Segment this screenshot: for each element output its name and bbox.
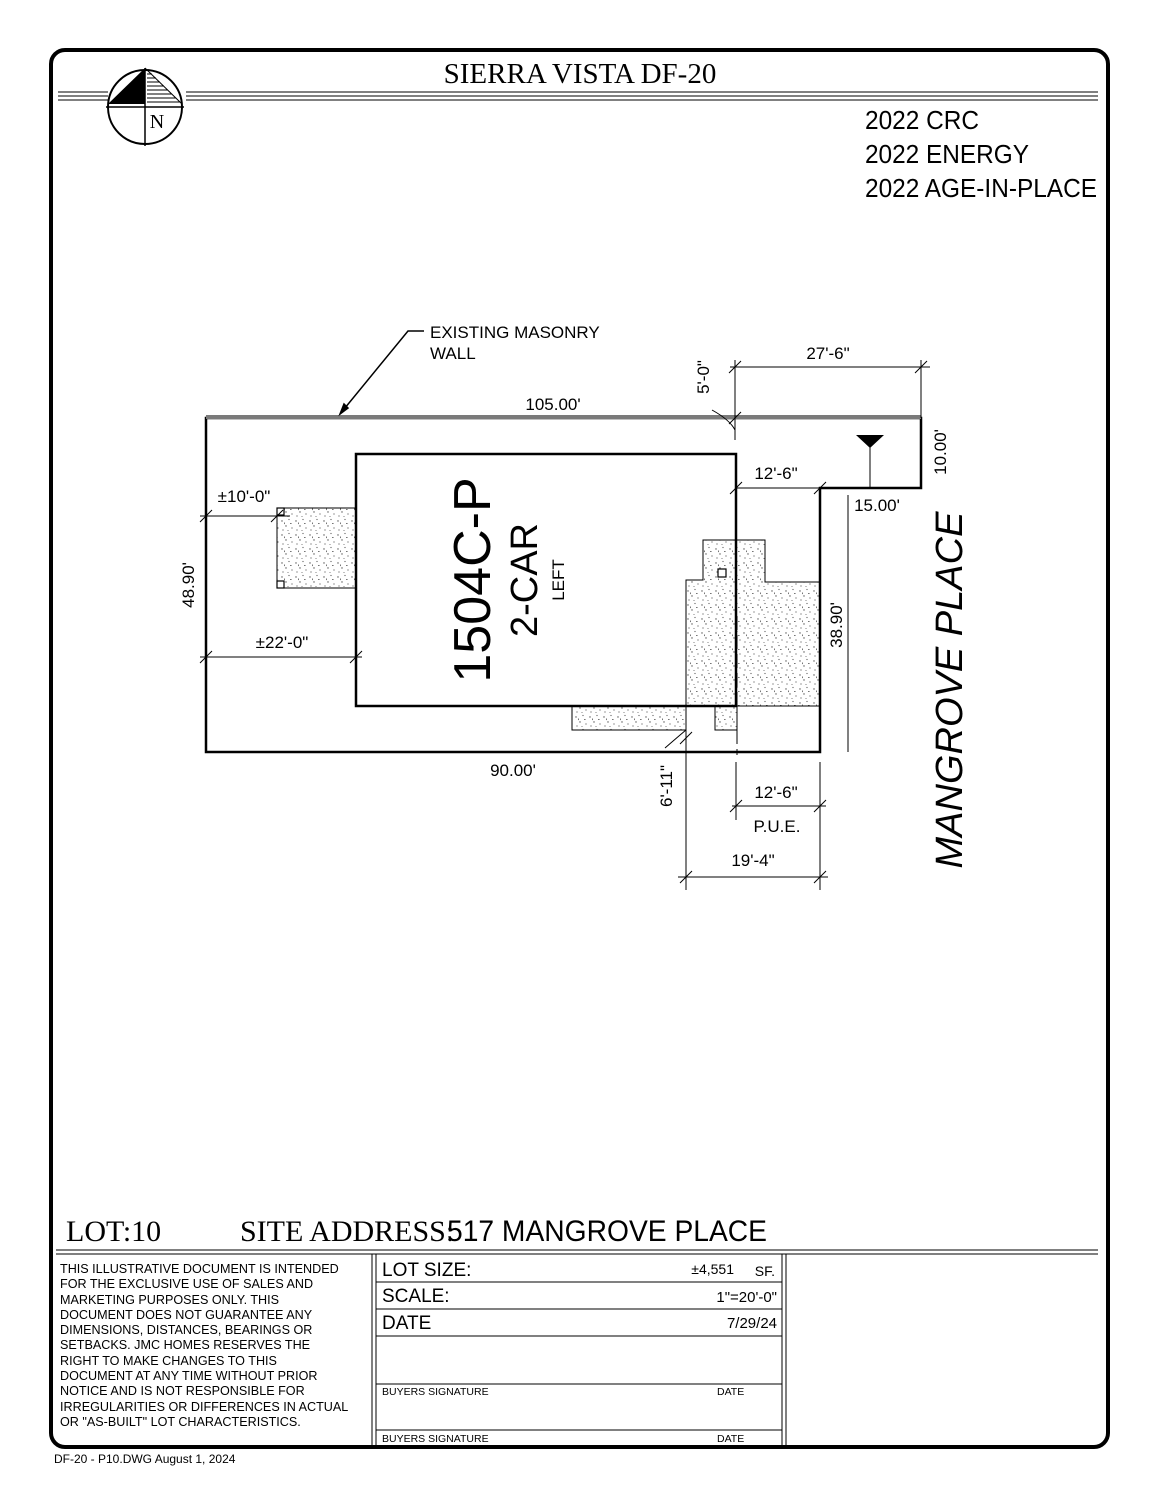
- dim-top-offset: 27'-6": [806, 344, 850, 363]
- signature-date-1: DATE: [717, 1386, 745, 1398]
- site-address-value: 517 MANGROVE PLACE: [447, 1215, 767, 1248]
- signature-date-2: DATE: [717, 1433, 745, 1445]
- disclaimer-line: DIMENSIONS, DISTANCES, BEARINGS OR: [60, 1323, 313, 1338]
- disclaimer-line: NOTICE AND IS NOT RESPONSIBLE FOR: [60, 1384, 305, 1399]
- disclaimer-line: IRREGULARITIES OR DIFFERENCES IN ACTUAL: [60, 1399, 349, 1414]
- buyers-signature-2: BUYERS SIGNATURE: [382, 1433, 489, 1445]
- buyers-signature-1: BUYERS SIGNATURE: [382, 1386, 489, 1398]
- patio-slab: [277, 508, 356, 588]
- dim-pue-width: 12'-6": [754, 783, 798, 802]
- disclaimer-line: DOCUMENT DOES NOT GUARANTEE ANY: [60, 1307, 313, 1322]
- title-rules: [58, 92, 1098, 100]
- lot-size-label: LOT SIZE:: [382, 1260, 472, 1281]
- code-crc: 2022 CRC: [865, 105, 979, 135]
- site-address-label: SITE ADDRESS:: [240, 1215, 455, 1248]
- disclaimer-line: DOCUMENT AT ANY TIME WITHOUT PRIOR: [60, 1369, 318, 1384]
- lot-size-unit: SF.: [754, 1263, 775, 1279]
- disclaimer-line: THIS ILLUSTRATIVE DOCUMENT IS INTENDED: [60, 1262, 339, 1276]
- dim-front-lot-line: 90.00': [490, 761, 536, 780]
- lot-size-value: ±4,551: [691, 1261, 734, 1277]
- callout-line-1: EXISTING MASONRY: [430, 323, 600, 342]
- street-name: MANGROVE PLACE: [929, 511, 971, 869]
- lot-number: LOT:10: [66, 1215, 162, 1248]
- dim-patio-offset: ±10'-0": [217, 487, 271, 506]
- disclaimer: [60, 1262, 360, 1430]
- house-footprint: [356, 454, 736, 706]
- dim-corner-short: 10.00': [931, 429, 950, 475]
- dim-right-side: 38.90': [827, 602, 846, 648]
- dim-rear-yard: ±22'-0": [255, 633, 309, 652]
- callout-line-2: WALL: [430, 344, 476, 363]
- dim-front-setback-upper: 12'-6": [754, 464, 798, 483]
- house-plan-label: 1504C-P: [444, 477, 502, 683]
- dim-rear-lot-line: 105.00': [525, 395, 581, 414]
- dim-left-side: 48.90': [179, 562, 198, 608]
- code-energy: 2022 ENERGY: [865, 139, 1029, 169]
- dim-drive-offset: 6'-11": [657, 764, 676, 808]
- disclaimer-line: FOR THE EXCLUSIVE USE OF SALES AND: [60, 1277, 314, 1292]
- code-age-in-place: 2022 AGE-IN-PLACE: [865, 173, 1097, 203]
- disclaimer-line: MARKETING PURPOSES ONLY. THIS: [60, 1292, 280, 1307]
- scale-label: SCALE:: [382, 1286, 450, 1307]
- driveway: [572, 540, 820, 755]
- file-footer: DF-20 - P10.DWG August 1, 2024: [54, 1452, 236, 1466]
- dim-overall-front: 19'-4": [731, 851, 775, 870]
- disclaimer-line: OR "AS-BUILT" LOT CHARACTERISTICS.: [60, 1414, 301, 1429]
- disclaimer-line: RIGHT TO MAKE CHANGES TO THIS: [60, 1353, 277, 1368]
- wall-callout-leader: [340, 331, 424, 414]
- north-label: N: [149, 111, 165, 133]
- dim-corner-width: 15.00': [854, 496, 900, 515]
- date-label: DATE: [382, 1313, 432, 1334]
- sheet-title: SIERRA VISTA DF-20: [443, 58, 717, 90]
- scale-value: 1"=20'-0": [716, 1289, 777, 1306]
- pue-label: P.U.E.: [753, 817, 801, 836]
- disclaimer-line: SETBACKS. JMC HOMES RESERVES THE: [60, 1338, 311, 1353]
- garage-label: 2-CAR: [504, 522, 546, 638]
- date-value: 7/29/24: [726, 1315, 777, 1332]
- handing-label: LEFT: [549, 559, 568, 601]
- north-arrow-icon: [106, 68, 184, 146]
- dim-rear-setback: 5'-0": [694, 360, 713, 394]
- drain-marker-icon: [856, 435, 884, 448]
